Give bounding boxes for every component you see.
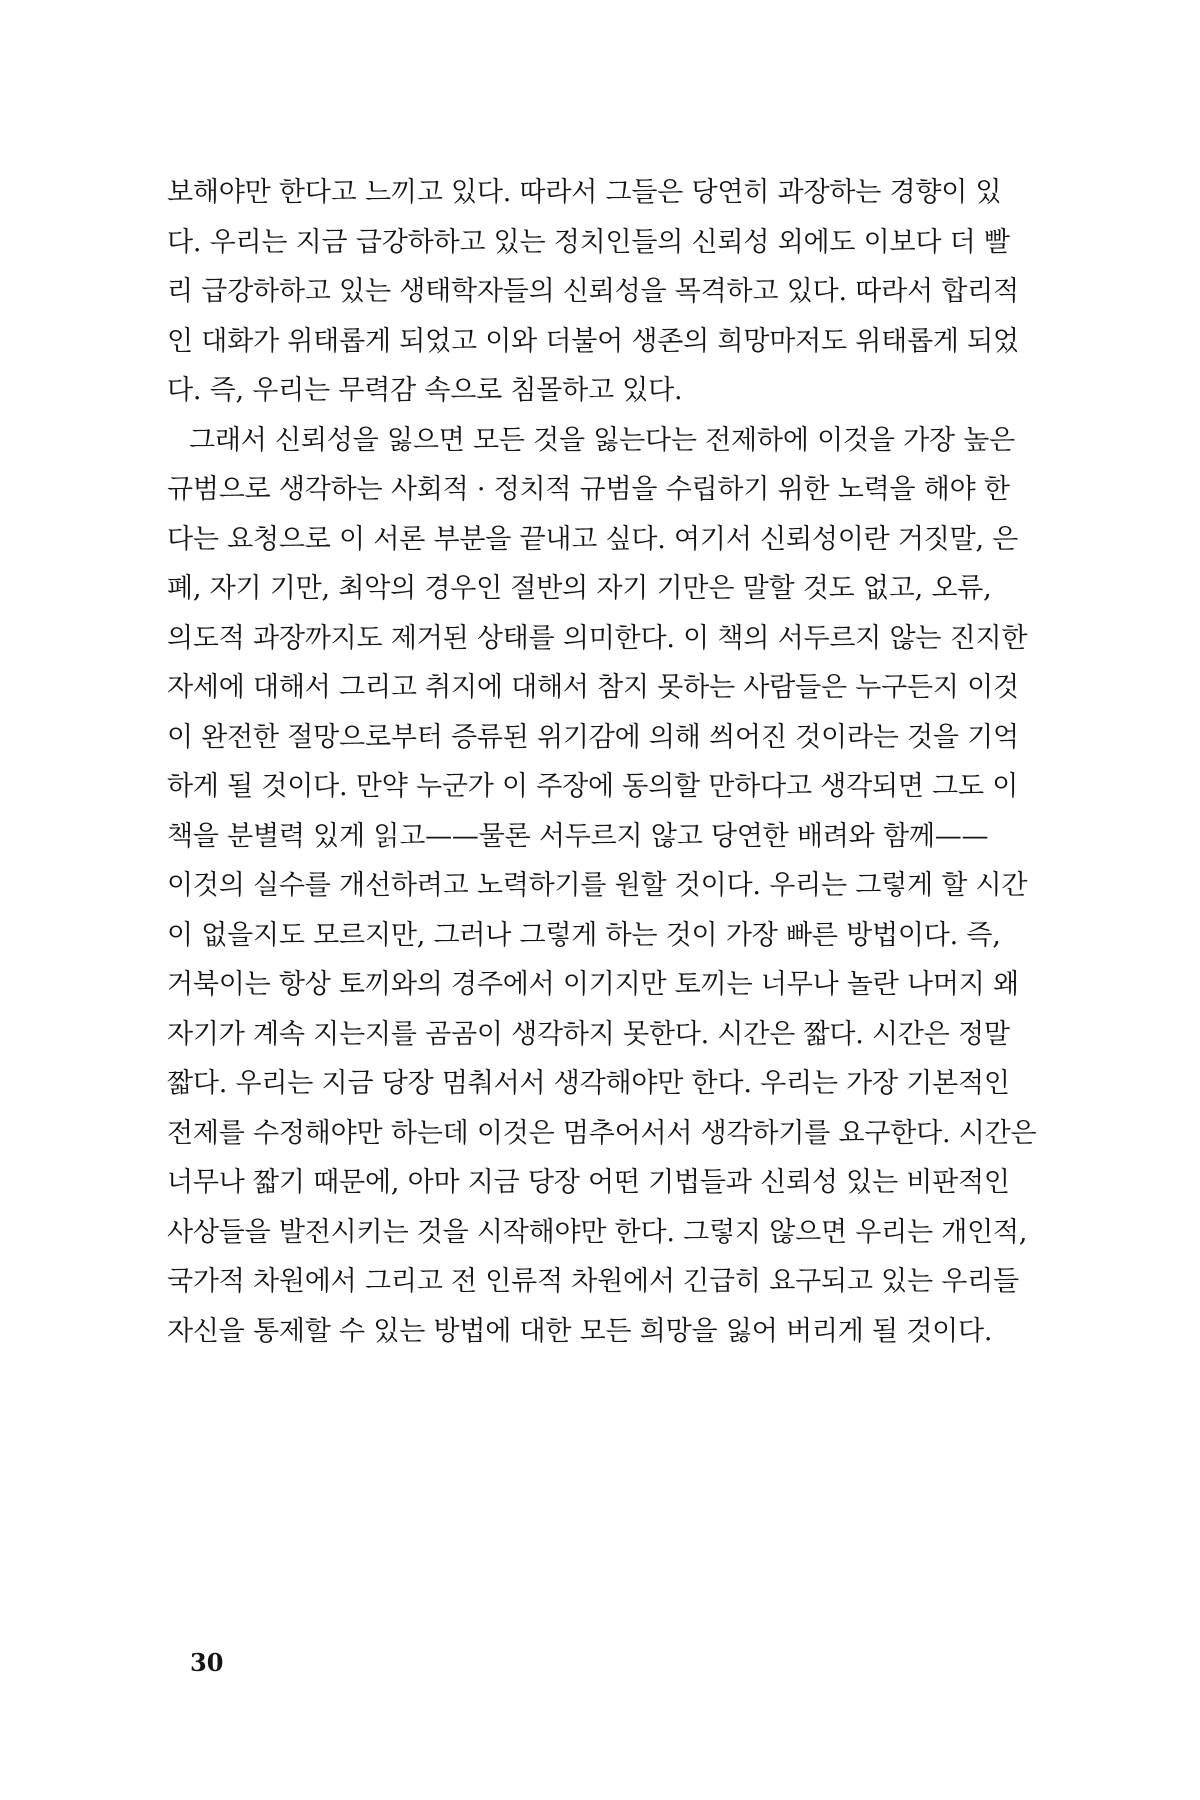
text-line: 폐, 자기 기만, 최악의 경우인 절반의 자기 기만은 말할 것도 없고, 오류, (167, 573, 992, 604)
paragraph-1 (167, 168, 1045, 416)
text-line: 그래서 신뢰성을 잃으면 모든 것을 잃는다는 전제하에 이것을 가장 높은 (189, 424, 1016, 456)
text-line: 거북이는 항상 토끼와의 경주에서 이기지만 토끼는 너무나 놀란 나머지 왜 (167, 969, 1019, 1000)
text-line: 보해야만 한다고 느끼고 있다. 따라서 그들은 당연히 과장하는 경향이 있 (167, 177, 1002, 208)
paragraph-2 (167, 416, 1045, 1357)
text-line: 이 없을지도 모르지만, 그러나 그렇게 하는 것이 가장 빠른 방법이다. 즉, (167, 919, 1001, 951)
text-line: 다. 우리는 지금 급강하하고 있는 정치인들의 신뢰성 외에도 이보다 더 빨 (167, 226, 1010, 258)
text-line: 이 완전한 절망으로부터 증류된 위기감에 의해 씌어진 것이라는 것을 기억 (167, 721, 1019, 753)
text-line: 이것의 실수를 개선하려고 노력하기를 원할 것이다. 우리는 그렇게 할 시간 (167, 870, 1028, 901)
text-line: 하게 될 것이다. 만약 누군가 이 주장에 동의할 만하다고 생각되면 그도 이 (167, 771, 1019, 802)
text-line: 책을 분별력 있게 읽고——물론 서두르지 않고 당연한 배려와 함께—— (167, 820, 989, 852)
text-line: 다는 요청으로 이 서론 부분을 끝내고 싶다. 여기서 신뢰성이란 거짓말, 은 (167, 523, 1019, 555)
text-line: 자기가 계속 지는지를 곰곰이 생각하지 못한다. 시간은 짧다. 시간은 정말 (167, 1018, 1010, 1050)
text-line: 너무나 짧기 때문에, 아마 지금 당장 어떤 기법들과 신뢰성 있는 비판적인 (167, 1167, 1010, 1198)
text-line: 사상들을 발전시키는 것을 시작해야만 한다. 그렇지 않으면 우리는 개인적, (167, 1216, 1028, 1248)
text-line: 다. 즉, 우리는 무력감 속으로 침몰하고 있다. (167, 375, 683, 406)
text-line: 짧다. 우리는 지금 당장 멈춰서서 생각해야만 한다. 우리는 가장 기본적인 (167, 1068, 1010, 1099)
text-line: 국가적 차원에서 그리고 전 인류적 차원에서 긴급히 요구되고 있는 우리들 (167, 1266, 1019, 1297)
text-line: 규범으로 생각하는 사회적 · 정치적 규범을 수립하기 위한 노력을 해야 한 (167, 474, 1010, 505)
page-number: 30 (190, 1648, 224, 1677)
text-line: 자세에 대해서 그리고 취지에 대해서 참지 못하는 사람들은 누구든지 이것 (167, 672, 1019, 703)
text-line: 전제를 수정해야만 하는데 이것은 멈추어서서 생각하기를 요구한다. 시간은 (167, 1117, 1037, 1149)
text-line: 자신을 통제할 수 있는 방법에 대한 모든 희망을 잃어 버리게 될 것이다. (167, 1315, 993, 1347)
text-line: 리 급강하하고 있는 생태학자들의 신뢰성을 목격하고 있다. 따라서 합리적 (167, 276, 1019, 307)
text-line: 인 대화가 위태롭게 되었고 이와 더불어 생존의 희망마저도 위태롭게 되었 (167, 325, 1019, 357)
text-line: 의도적 과장까지도 제거된 상태를 의미한다. 이 책의 서두르지 않는 진지한 (167, 622, 1028, 654)
body-text (167, 168, 1045, 1356)
